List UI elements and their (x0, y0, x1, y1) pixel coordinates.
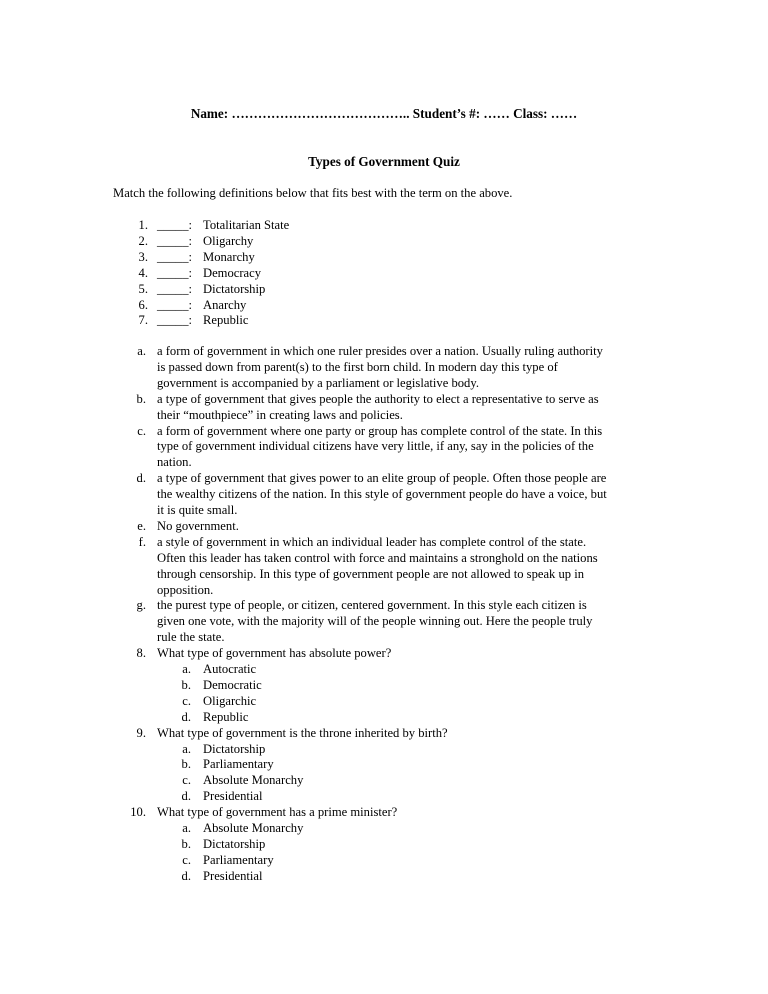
term-label: Dictatorship (203, 281, 266, 296)
definition-text: a type of government that gives power to an elite group of people. Often those people are (157, 471, 607, 486)
option-row (0, 869, 768, 885)
class-label: Class: (513, 106, 548, 121)
option-text: Parliamentary (203, 757, 274, 772)
definition-text: opposition. (157, 582, 214, 597)
option-text: Republic (203, 709, 249, 724)
term-row (0, 218, 768, 234)
option-row (0, 662, 768, 678)
answer-blank: _____: (157, 297, 192, 312)
option-row (0, 773, 768, 789)
option-letter: a. (182, 821, 191, 835)
option-text: Autocratic (203, 662, 257, 676)
option-text: Dictatorship (203, 741, 266, 756)
term-number: 1. (138, 218, 148, 232)
term-label: Anarchy (203, 297, 247, 312)
option-text: Parliamentary (203, 852, 274, 867)
definition-line (0, 455, 768, 471)
student-number-label: Student’s #: (412, 106, 481, 121)
definition-letter: b. (136, 391, 146, 406)
page-title: Types of Government Quiz (308, 154, 460, 169)
definition-line (0, 583, 768, 599)
question-row (0, 726, 768, 742)
term-label: Republic (203, 313, 249, 328)
option-row (0, 837, 768, 853)
option-row (0, 789, 768, 805)
definition-letter: g. (136, 598, 146, 613)
student-info-header (0, 106, 768, 122)
definition-text: a type of government that gives people the authority to elect a representative to serve as (157, 391, 599, 406)
definition-text: rule the state. (157, 630, 225, 645)
definition-text: their “mouthpiece” in creating laws and policies. (157, 407, 403, 422)
definition-line (0, 471, 768, 487)
option-row (0, 710, 768, 726)
student-number-blank: …… (483, 106, 510, 121)
definition-line (0, 598, 768, 614)
term-number: 6. (138, 297, 148, 312)
option-text: Absolute Monarchy (203, 821, 304, 835)
question-number: 9. (136, 725, 146, 740)
question-text: What type of government has absolute power? (157, 646, 392, 661)
question-text: What type of government is the throne inherited by birth? (157, 725, 448, 740)
definition-line (0, 503, 768, 519)
name-blank: ………………………………….. (231, 106, 410, 121)
definition-text: the purest type of people, or citizen, centered government. In this style each citizen is (157, 598, 587, 613)
option-letter: b. (181, 836, 191, 851)
option-row (0, 853, 768, 869)
definition-letter: e. (137, 518, 146, 533)
definition-line (0, 487, 768, 503)
definition-text: a form of government in which one ruler presides over a nation. Usually ruling authority (157, 344, 603, 358)
answer-blank: _____: (157, 281, 192, 296)
answer-blank: _____: (157, 249, 192, 264)
term-label: Totalitarian State (203, 218, 290, 232)
definition-text: a form of government where one party or group has complete control of the state. In this (157, 423, 603, 438)
answer-blank: _____: (157, 265, 192, 280)
definition-text: government is accompanied by a parliament or legislative body. (157, 375, 479, 390)
instructions: Match the following definitions below that fits best with the term on the above. (113, 186, 513, 200)
definition-line (0, 424, 768, 440)
definition-text: through censorship. In this type of government people are not allowed to speak up in (157, 566, 585, 581)
term-row (0, 282, 768, 298)
name-label: Name: (190, 106, 229, 121)
definition-line (0, 392, 768, 408)
term-number: 7. (138, 313, 148, 328)
term-number: 2. (138, 233, 148, 248)
definition-text: the wealthy citizens of the nation. In this style of government people do have a voice, but (157, 487, 607, 502)
definition-letter: d. (136, 471, 146, 486)
option-text: Presidential (203, 789, 263, 804)
option-row (0, 678, 768, 694)
class-blank: …… (550, 106, 578, 121)
answer-blank: _____: (157, 313, 192, 328)
option-letter: a. (182, 741, 191, 756)
term-row (0, 298, 768, 314)
definition-line (0, 630, 768, 646)
term-row (0, 266, 768, 282)
definition-line (0, 344, 768, 360)
definition-text: No government. (157, 518, 239, 533)
question-number: 10. (130, 805, 146, 820)
option-row (0, 694, 768, 710)
option-row (0, 757, 768, 773)
definition-text: given one vote, with the majority will of the people winning out. Here the people truly (157, 614, 593, 629)
definition-line (0, 439, 768, 455)
option-text: Presidential (203, 868, 263, 883)
term-number: 4. (138, 265, 148, 280)
definition-letter: a. (137, 344, 146, 358)
term-label: Monarchy (203, 249, 255, 264)
question-row (0, 805, 768, 821)
definition-line (0, 408, 768, 424)
option-letter: b. (181, 677, 191, 692)
option-letter: d. (181, 868, 191, 883)
option-letter: c. (182, 693, 191, 708)
definition-text: type of government individual citizens have very little, if any, say in the policies of the (157, 439, 594, 454)
definition-line (0, 551, 768, 567)
definition-line (0, 360, 768, 376)
option-letter: c. (182, 773, 191, 788)
term-label: Oligarchy (203, 233, 254, 248)
option-letter: c. (182, 852, 191, 867)
answer-blank: _____: (157, 233, 192, 248)
option-text: Absolute Monarchy (203, 773, 304, 788)
question-text: What type of government has a prime minister? (157, 805, 398, 820)
option-letter: b. (181, 757, 191, 772)
option-text: Democratic (203, 677, 262, 692)
definition-line (0, 376, 768, 392)
definition-letter: c. (137, 423, 146, 438)
definition-text: a style of government in which an individual leader has complete control of the state. (157, 534, 587, 549)
definition-text: is passed down from parent(s) to the first born child. In modern day this type of (157, 359, 558, 374)
question-row (0, 646, 768, 662)
option-row (0, 742, 768, 758)
term-row (0, 250, 768, 266)
option-text: Dictatorship (203, 836, 266, 851)
definition-text: it is quite small. (157, 503, 238, 517)
definition-line (0, 535, 768, 551)
term-label: Democracy (203, 265, 262, 280)
option-row (0, 821, 768, 837)
definition-text: Often this leader has taken control with force and maintains a stronghold on the nations (157, 550, 598, 565)
option-letter: d. (181, 789, 191, 804)
option-letter: d. (181, 709, 191, 724)
definition-line (0, 519, 768, 535)
definition-line (0, 614, 768, 630)
term-number: 3. (138, 249, 148, 264)
term-number: 5. (138, 281, 148, 296)
term-row (0, 234, 768, 250)
answer-blank: _____: (157, 218, 192, 232)
option-letter: a. (182, 662, 191, 676)
question-number: 8. (136, 646, 146, 661)
definition-text: nation. (157, 455, 192, 470)
definition-letter: f. (138, 534, 146, 549)
option-text: Oligarchic (203, 693, 257, 708)
definition-line (0, 567, 768, 583)
term-row (0, 313, 768, 329)
